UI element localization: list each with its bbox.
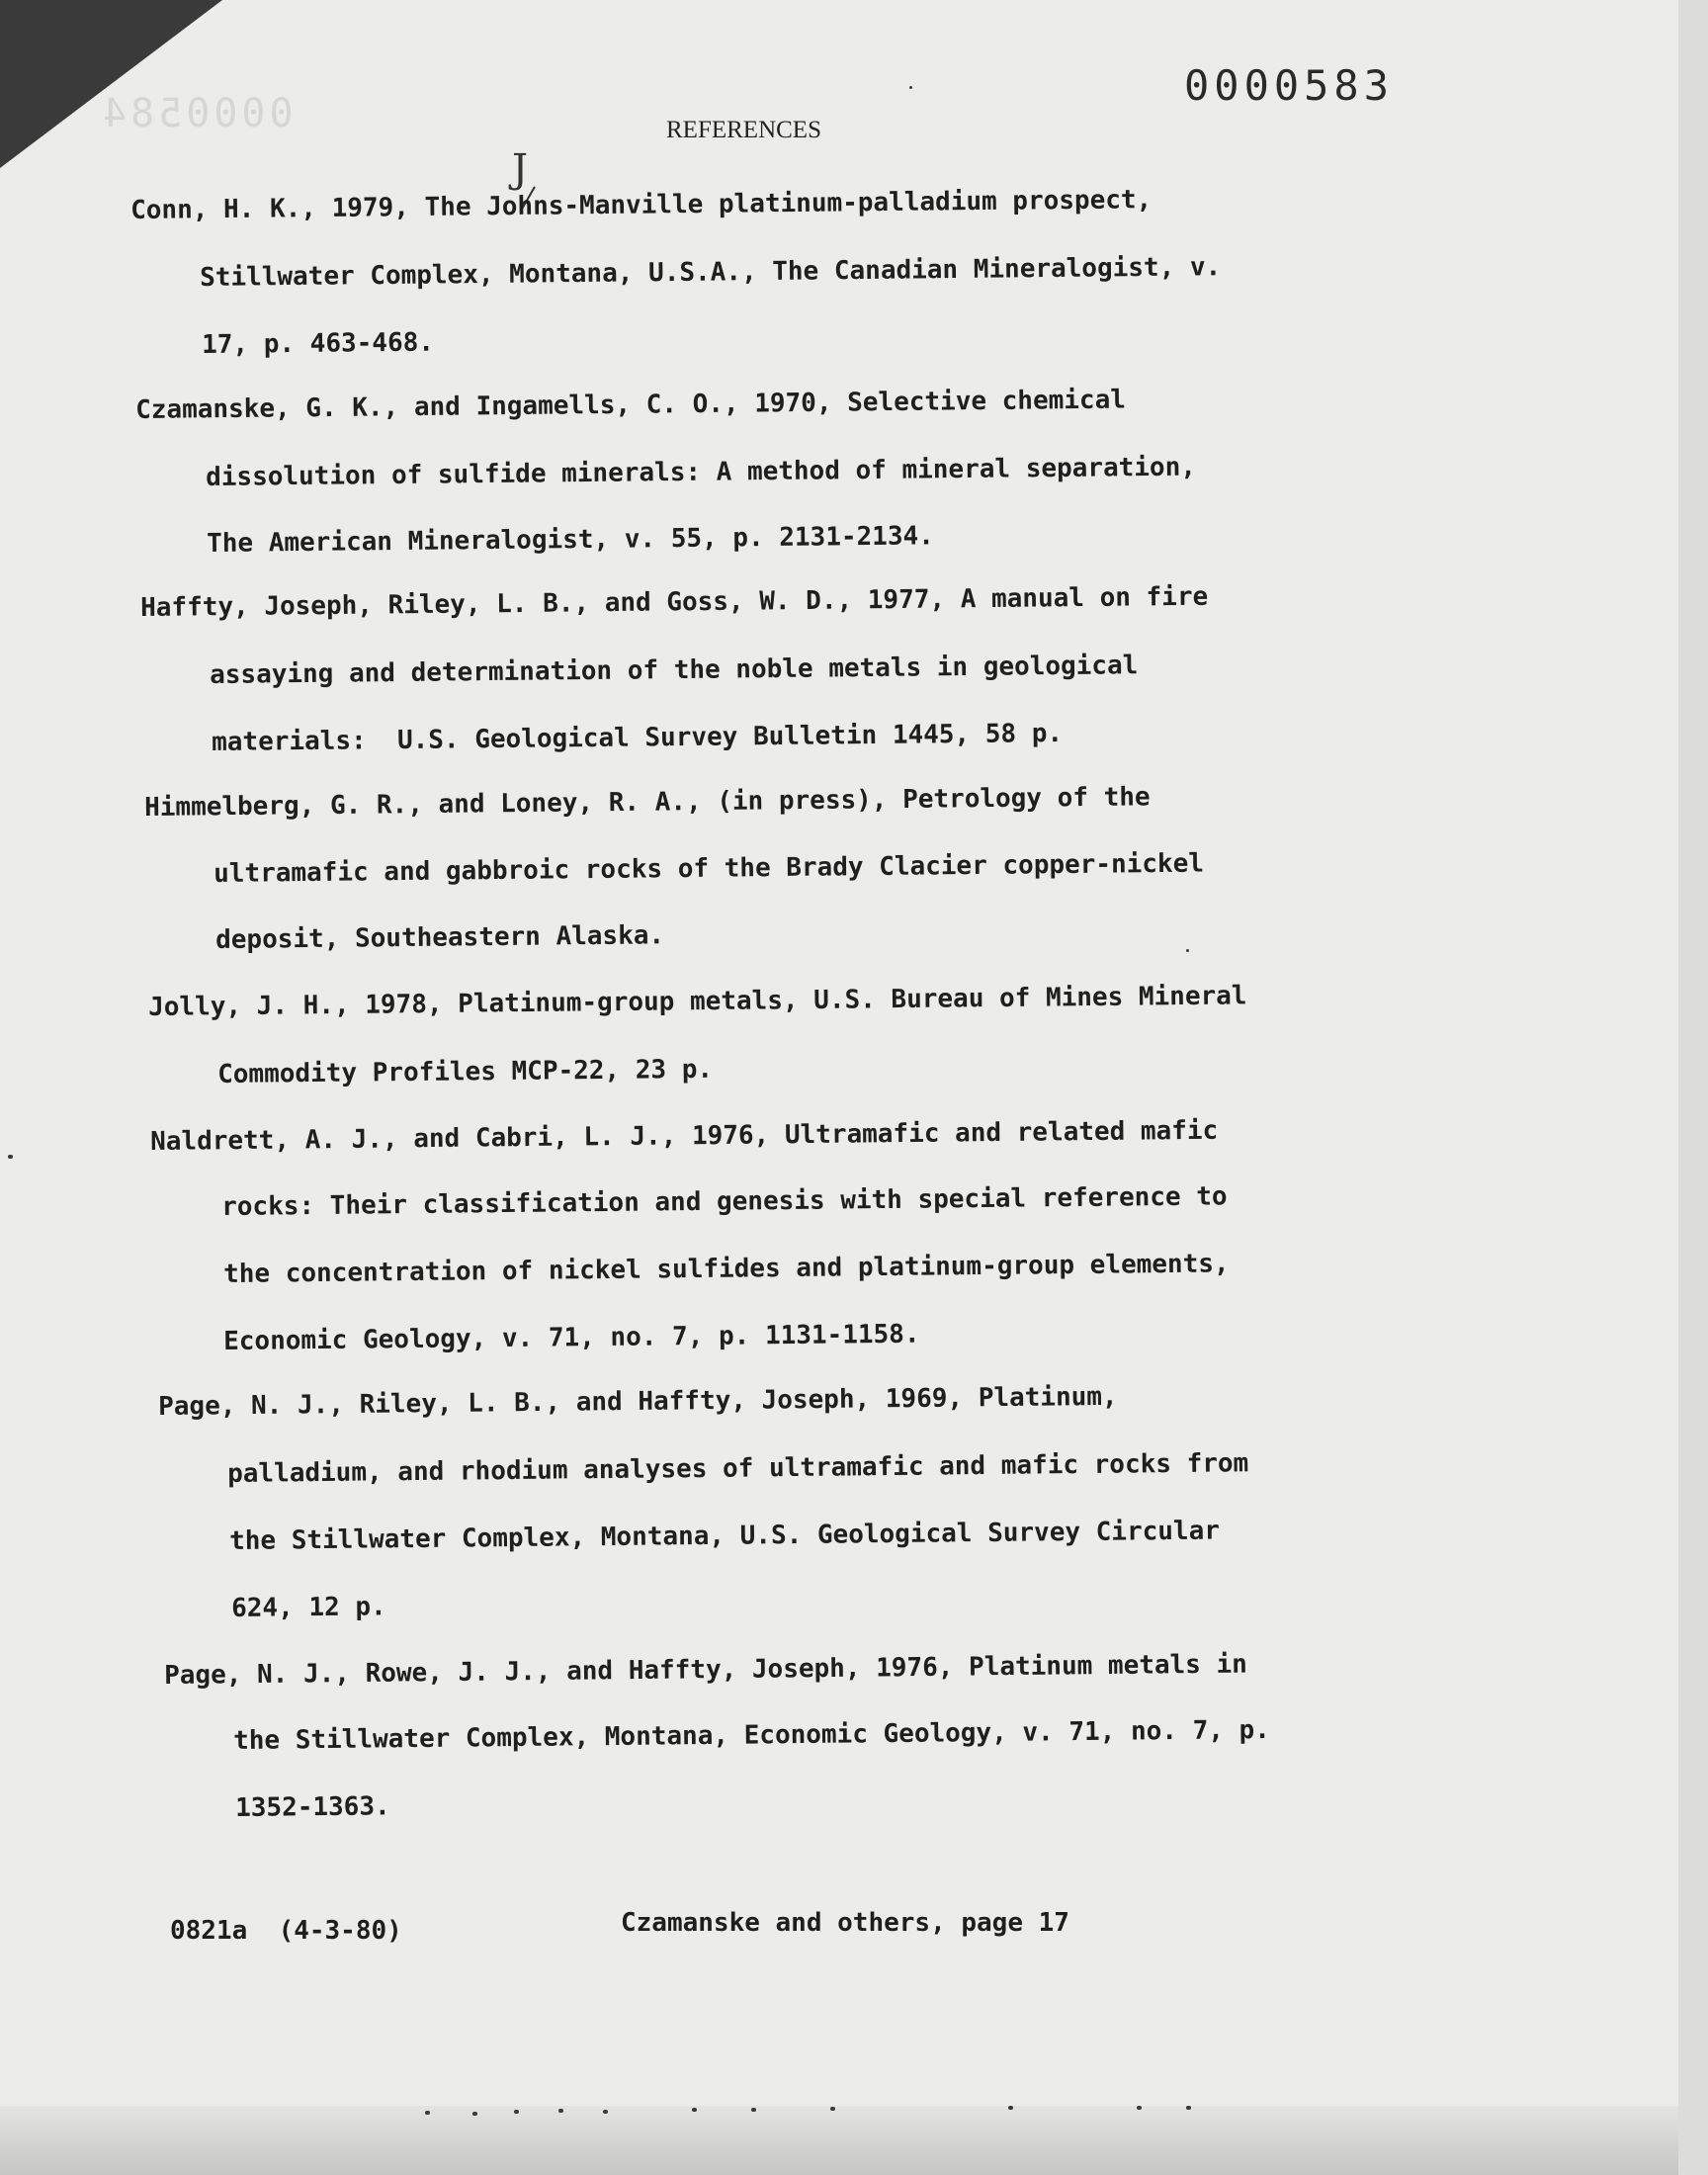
footer-code: 0821a (4-3-80) (170, 1916, 402, 1946)
reference-himmelberg-line-1: Himmelberg, G. R., and Loney, R. A., (in press), Petrology of the (144, 782, 1151, 823)
scan-speck (425, 2111, 430, 2115)
scan-speck (1186, 2106, 1191, 2110)
reference-conn-line-1: Conn, H. K., 1979, The Johns-Manville platinum-palladium prospect, (130, 185, 1153, 225)
reference-himmelberg-line-2: ultramafic and gabbroic rocks of the Brady Clacier copper-nickel (214, 848, 1205, 889)
page-right-edge (1678, 0, 1708, 2175)
reference-page1969-line-3: the Stillwater Complex, Montana, U.S. Geological Survey Circular (229, 1516, 1221, 1556)
reference-haffty-line-2: assaying and determination of the noble metals in geological (210, 651, 1139, 690)
scan-speck (909, 86, 912, 89)
reference-naldrett-line-2: rocks: Their classification and genesis with special reference to (221, 1181, 1228, 1222)
reference-czamanske-line-1: Czamanske, G. K., and Ingamells, C. O., 1970, Selective chemical (135, 385, 1127, 425)
reference-naldrett-line-1: Naldrett, A. J., and Cabri, L. J., 1976, Ultramafic and related mafic (150, 1115, 1219, 1157)
reference-jolly-line-2: Commodity Profiles MCP-22, 23 p. (217, 1054, 714, 1089)
scan-speck (751, 2108, 756, 2112)
footer-page-label: Czamanske and others, page 17 (621, 1908, 1069, 1938)
scan-speck (514, 2110, 519, 2114)
scan-speck (830, 2107, 835, 2111)
reference-czamanske-line-3: The American Mineralogist, v. 55, p. 2131-2134. (207, 521, 934, 559)
reference-czamanske-line-2: dissolution of sulfide minerals: A method of mineral separation, (206, 452, 1197, 492)
handwritten-correction: J (512, 146, 529, 192)
reference-page1969-line-4: 624, 12 p. (231, 1592, 386, 1623)
scan-speck (1137, 2106, 1142, 2110)
reference-conn-line-2: Stillwater Complex, Montana, U.S.A., The Canadian Mineralogist, v. (200, 252, 1222, 293)
reference-haffty-line-3: materials: U.S. Geological Survey Bulletin 1445, 58 p. (212, 718, 1064, 757)
scan-speck (692, 2108, 697, 2112)
reference-himmelberg-line-3: deposit, Southeastern Alaska. (215, 920, 665, 955)
page-heading: REFERENCES (666, 117, 821, 143)
reference-jolly-line-1: Jolly, J. H., 1978, Platinum-group metals, U.S. Bureau of Mines Mineral (148, 981, 1247, 1022)
scan-speck (1186, 949, 1189, 952)
scan-speck (1008, 2106, 1013, 2110)
reference-page1976-line-2: the Stillwater Complex, Montana, Economic Geology, v. 71, no. 7, p. (233, 1715, 1271, 1756)
reference-haffty-line-1: Haffty, Joseph, Riley, L. B., and Goss, W. D., 1977, A manual on fire (140, 581, 1209, 623)
ghost-stamp-number: 0000584 (99, 91, 294, 136)
scan-speck (472, 2112, 477, 2116)
reference-page1976-line-3: 1352-1363. (235, 1791, 390, 1823)
reference-page1969-line-1: Page, N. J., Riley, L. B., and Haffty, Joseph, 1969, Platinum, (158, 1381, 1118, 1422)
reference-naldrett-line-4: Economic Geology, v. 71, no. 7, p. 1131-1158. (223, 1319, 920, 1356)
scan-speck (558, 2109, 563, 2113)
reference-page1969-line-2: palladium, and rhodium analyses of ultramafic and mafic rocks from (227, 1448, 1249, 1489)
reference-naldrett-line-3: the concentration of nickel sulfides and platinum-group elements, (223, 1249, 1230, 1289)
scan-bottom-edge (0, 2106, 1678, 2175)
reference-conn-line-3: 17, p. 463-468. (202, 327, 435, 360)
reference-page1976-line-1: Page, N. J., Rowe, J. J., and Haffty, Joseph, 1976, Platinum metals in (164, 1649, 1247, 1691)
scan-speck (603, 2110, 608, 2114)
stamp-number: 0000583 (1184, 61, 1395, 110)
scan-speck (8, 1155, 13, 1159)
